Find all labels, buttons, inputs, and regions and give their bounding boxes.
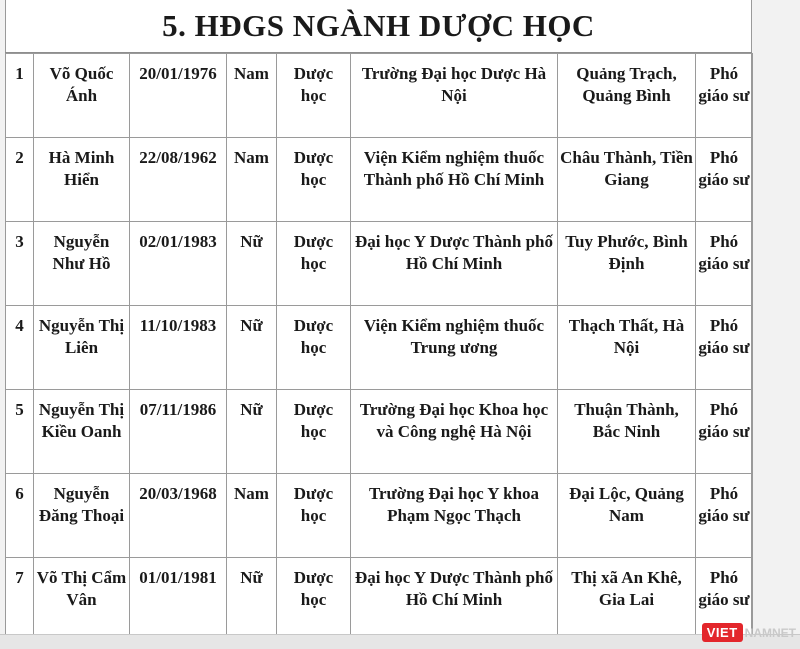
row-number-cell: 5 bbox=[6, 390, 34, 474]
watermark-tail: NAMNET bbox=[744, 625, 796, 640]
table-row bbox=[6, 474, 753, 558]
workplace-cell: Trường Đại học Y khoa Phạm Ngọc Thạch bbox=[351, 474, 558, 558]
table-row bbox=[6, 222, 753, 306]
person-name-cell: Hà Minh Hiển bbox=[34, 138, 130, 222]
gender-cell: Nam bbox=[227, 138, 277, 222]
watermark-badge: VIET bbox=[702, 623, 743, 642]
row-number-cell: 1 bbox=[6, 54, 34, 138]
field-of-study-cell: Dược học bbox=[277, 138, 351, 222]
person-name-cell: Võ Thị Cẩm Vân bbox=[34, 558, 130, 641]
birth-date-cell: 11/10/1983 bbox=[130, 306, 227, 390]
gender-cell: Nữ bbox=[227, 222, 277, 306]
academic-title-cell: Phó giáo sư bbox=[696, 138, 753, 222]
workplace-cell: Đại học Y Dược Thành phố Hồ Chí Minh bbox=[351, 558, 558, 641]
academic-title-cell: Phó giáo sư bbox=[696, 474, 753, 558]
gender-cell: Nữ bbox=[227, 306, 277, 390]
workplace-cell: Trường Đại học Khoa học và Công nghệ Hà Nội bbox=[351, 390, 558, 474]
gender-cell: Nữ bbox=[227, 558, 277, 641]
workplace-cell: Đại học Y Dược Thành phố Hồ Chí Minh bbox=[351, 222, 558, 306]
person-name-cell: Nguyễn Thị Kiều Oanh bbox=[34, 390, 130, 474]
row-number-cell: 7 bbox=[6, 558, 34, 641]
table-body bbox=[6, 54, 753, 641]
academic-title-cell: Phó giáo sư bbox=[696, 306, 753, 390]
gender-cell: Nam bbox=[227, 54, 277, 138]
table-row bbox=[6, 138, 753, 222]
council-table bbox=[5, 53, 753, 641]
field-of-study-cell: Dược học bbox=[277, 222, 351, 306]
vietnamnet-watermark bbox=[702, 623, 796, 642]
workplace-cell: Trường Đại học Dược Hà Nội bbox=[351, 54, 558, 138]
row-number-cell: 6 bbox=[6, 474, 34, 558]
table-row bbox=[6, 390, 753, 474]
hometown-cell: Thạch Thất, Hà Nội bbox=[558, 306, 696, 390]
gender-cell: Nữ bbox=[227, 390, 277, 474]
table-row bbox=[6, 306, 753, 390]
field-of-study-cell: Dược học bbox=[277, 474, 351, 558]
page-bottom-strip bbox=[0, 634, 800, 649]
person-name-cell: Võ Quốc Ánh bbox=[34, 54, 130, 138]
workplace-cell: Viện Kiểm nghiệm thuốc Thành phố Hồ Chí Minh bbox=[351, 138, 558, 222]
academic-title-cell: Phó giáo sư bbox=[696, 390, 753, 474]
academic-title-cell: Phó giáo sư bbox=[696, 54, 753, 138]
workplace-cell: Viện Kiểm nghiệm thuốc Trung ương bbox=[351, 306, 558, 390]
person-name-cell: Nguyễn Thị Liên bbox=[34, 306, 130, 390]
hometown-cell: Quảng Trạch, Quảng Bình bbox=[558, 54, 696, 138]
birth-date-cell: 07/11/1986 bbox=[130, 390, 227, 474]
hometown-cell: Đại Lộc, Quảng Nam bbox=[558, 474, 696, 558]
person-name-cell: Nguyễn Như Hồ bbox=[34, 222, 130, 306]
birth-date-cell: 01/01/1981 bbox=[130, 558, 227, 641]
hometown-cell: Thị xã An Khê, Gia Lai bbox=[558, 558, 696, 641]
hometown-cell: Tuy Phước, Bình Định bbox=[558, 222, 696, 306]
field-of-study-cell: Dược học bbox=[277, 306, 351, 390]
field-of-study-cell: Dược học bbox=[277, 54, 351, 138]
birth-date-cell: 20/03/1968 bbox=[130, 474, 227, 558]
table-row bbox=[6, 54, 753, 138]
field-of-study-cell: Dược học bbox=[277, 390, 351, 474]
birth-date-cell: 20/01/1976 bbox=[130, 54, 227, 138]
field-of-study-cell: Dược học bbox=[277, 558, 351, 641]
gender-cell: Nam bbox=[227, 474, 277, 558]
row-number-cell: 2 bbox=[6, 138, 34, 222]
birth-date-cell: 22/08/1962 bbox=[130, 138, 227, 222]
row-number-cell: 3 bbox=[6, 222, 34, 306]
academic-title-cell: Phó giáo sư bbox=[696, 558, 753, 641]
hometown-cell: Châu Thành, Tiền Giang bbox=[558, 138, 696, 222]
hometown-cell: Thuận Thành, Bắc Ninh bbox=[558, 390, 696, 474]
person-name-cell: Nguyễn Đăng Thoại bbox=[34, 474, 130, 558]
birth-date-cell: 02/01/1983 bbox=[130, 222, 227, 306]
section-title: 5. HĐGS NGÀNH DƯỢC HỌC bbox=[5, 0, 752, 53]
table-row bbox=[6, 558, 753, 641]
academic-title-cell: Phó giáo sư bbox=[696, 222, 753, 306]
row-number-cell: 4 bbox=[6, 306, 34, 390]
